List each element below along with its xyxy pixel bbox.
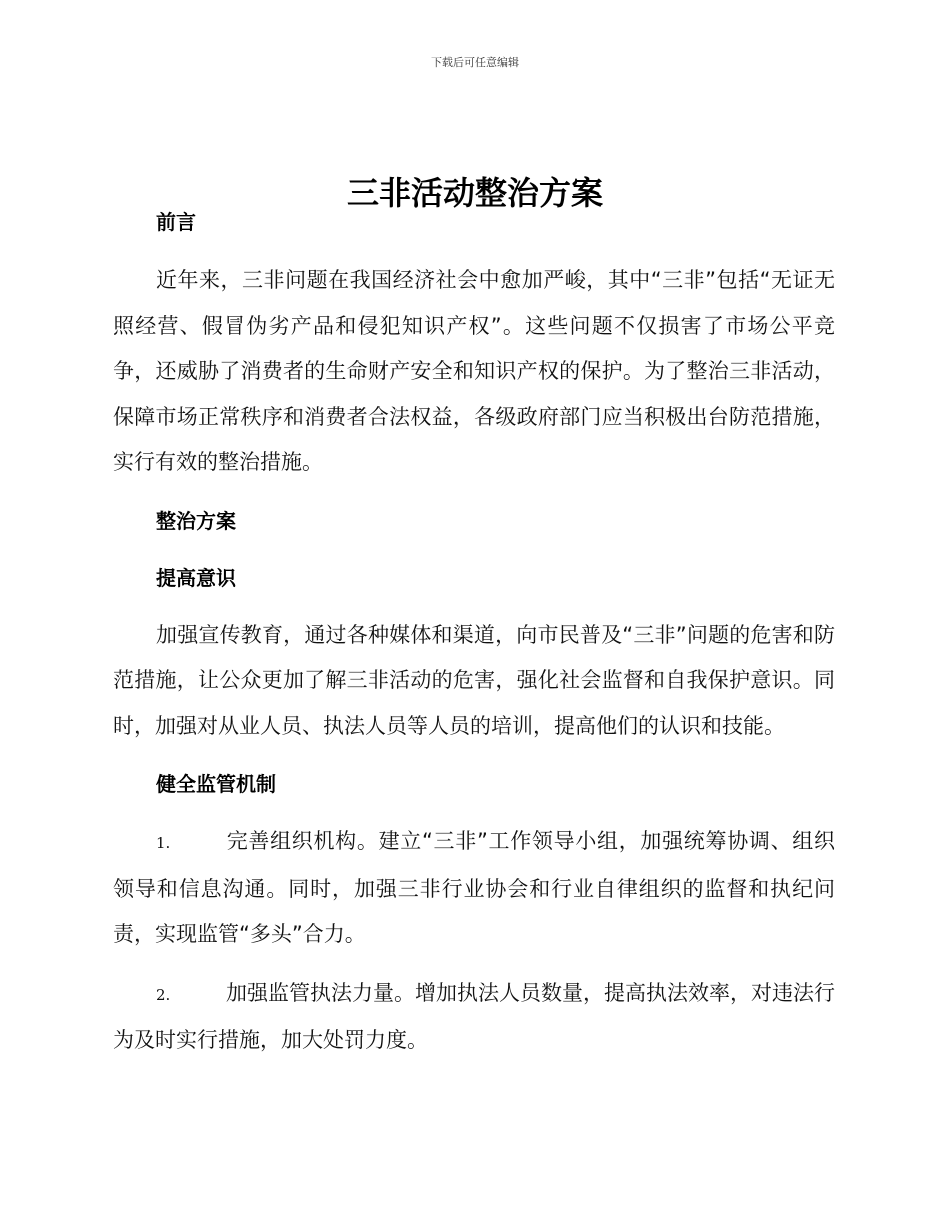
list-item-text: 完善组织机构。建立“三非”工作领导小组，加强统筹协调、组织领导和信息沟通。同时，加强三非行业协会和行业自律组织的监督和执纪问责，实现监管“多头”合力。 <box>113 829 835 946</box>
paragraph-awareness: 加强宣传教育，通过各种媒体和渠道，向市民普及“三非”问题的危害和防范措施，让公众更加了解三非活动的危害，强化社会监督和自我保护意识。同时，加强对从业人员、执法人员等人员的培训，提高他们的认识和技能。 <box>113 622 835 738</box>
heading-awareness: 提高意识 <box>156 565 236 590</box>
list-item-text: 加强监管执法力量。增加执法人员数量，提高执法效率，对违法行为及时实行措施，加大处罚力度。 <box>113 980 835 1052</box>
list-item <box>113 819 835 958</box>
list-item-number: 2. <box>156 985 171 1004</box>
paragraph-preface: 近年来，三非问题在我国经济社会中愈加严峻，其中“三非”包括“无证无照经营、假冒伪劣产品和侵犯知识产权”。这些问题不仅损害了市场公平竞争，还威胁了消费者的生命财产安全和知识产权的保护。为了整治三非活动，保障市场正常秩序和消费者合法权益，各级政府部门应当积极出台防范措施，实行有效的整治措施。 <box>113 268 835 474</box>
heading-preface: 前言 <box>156 210 196 234</box>
document-title: 三非活动整治方案 <box>346 174 603 213</box>
list-item-number: 1. <box>156 834 171 852</box>
list-item <box>113 971 835 1064</box>
heading-supervision: 健全监管机制 <box>156 772 276 796</box>
document-body <box>113 200 835 1064</box>
page-header-note: 下载后可任意编辑 <box>431 56 519 69</box>
heading-plan: 整治方案 <box>156 508 236 533</box>
